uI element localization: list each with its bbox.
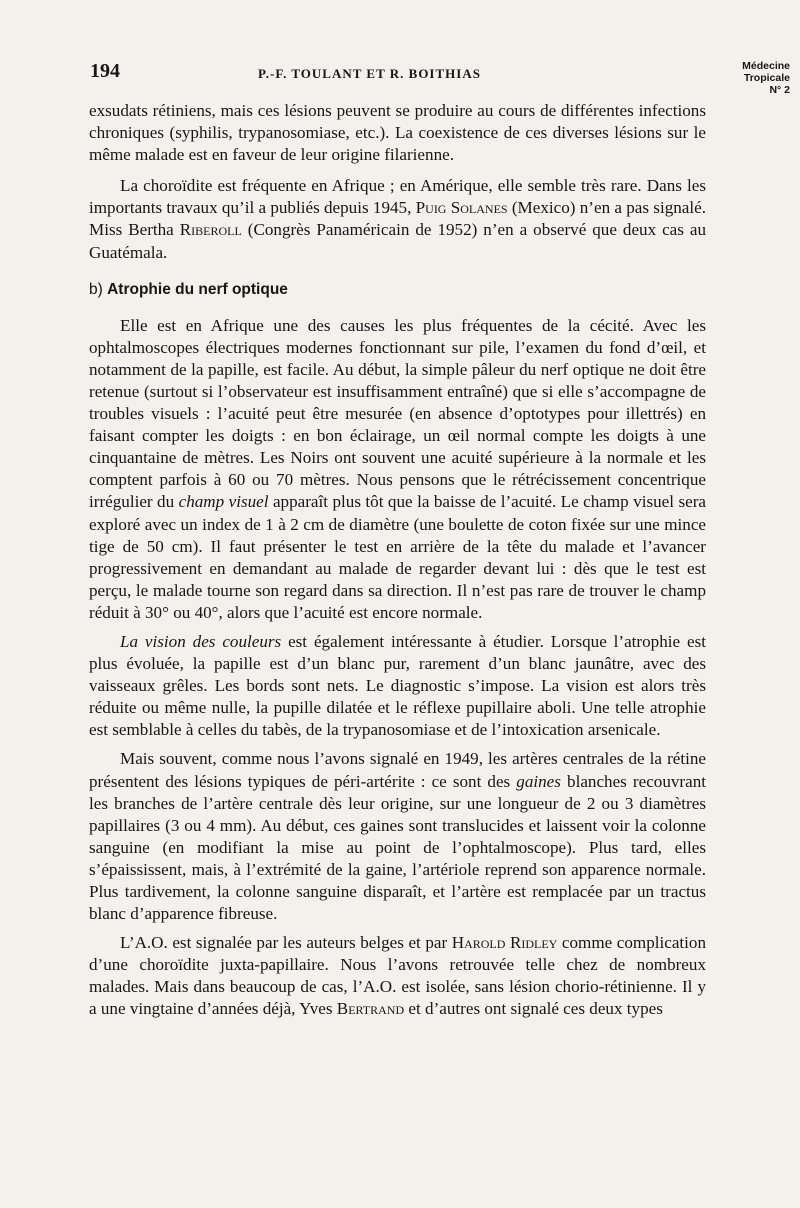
text-run: est également intéressante à étudier. Lorsque l’atrophie est plus évoluée, la papille est d’un blanc pur, rarement d’un blanc jaunâtre, avec des vaisseaux grêles. Les bords sont nets. Le diagnostic s’impose. La vision est alors très réduite ou même nulle, la pupille dilatée et le réflexe pupillaire aboli. Une telle atrophie est semblable à celles du tabès, de la trypanosomiase et de l’intoxication arsenicale.	[89, 631, 706, 740]
paragraph: exsudats rétiniens, mais ces lésions peuvent se produire au cours de différentes infections chroniques (syphilis, trypanosomiase, etc.). La coexistence de ces diverses lésions sur le même malade est en faveur de leur origine filarienne.	[89, 101, 706, 165]
section-title: Atrophie du nerf optique	[107, 280, 288, 298]
text-run: L’A.O. est signalée par les auteurs belges et par	[120, 933, 452, 953]
emphasis: La vision des couleurs	[120, 631, 282, 651]
journal-tag-line: Tropicale	[743, 72, 790, 84]
section-label: b)	[89, 280, 108, 298]
paragraph	[89, 175, 706, 263]
text-run: Elle est en Afrique une des causes les plus fréquentes de la cécité. Avec les ophtalmoscopes électriques modernes fonctionnant sur pile, l’examen du fond d’œil, et notamment de la papille, est facile. Au début, la simple pâleur du nerf optique ne doit être retenue (surtout si l’observateur est insuffisamment entraîné) que si elle s’accompagne de troubles visuels : l’acuité peut être mesurée (en absence d’optotypes pour illettrés) en faisant compter les doigts : en bon éclairage, un œil normal compte les doigts à une cinquantaine de mètres. Les Noirs ont souvent une acuité supérieure à la normale et les comptent parfois à 60 ou 70 mètres. Nous pensons que le rétrécissement concentrique irrégulier du	[89, 315, 706, 512]
text-run: blanches recouvrant les branches de l’artère centrale dès leur origine, sur une longueur de 2 ou 3 diamètres papillaires (3 ou 4 mm). Au début, ces gaines sont translucides et laissent voir la colonne sanguine (en modifiant la mise au point de l’ophtalmoscope). Plus tard, elles s’épaississent, mais, à l’extrémité de la gaine, l’artériole reprend son apparence normale. Plus tardivement, la colonne sanguine disparaît, et l’artère est remplacée par un tractus blanc d’apparence fibreuse.	[89, 771, 706, 924]
section-heading	[89, 280, 706, 300]
text-run: et d’autres ont signalé ces deux types	[404, 999, 663, 1019]
emphasis: gaines	[516, 771, 561, 791]
author-name: Bertrand	[336, 999, 405, 1019]
text-run: comme complication d’une choroïdite juxta-papillaire. Nous l’avons retrouvée telle chez de nombreux malades. Mais dans beaucoup de cas, l’A.O. est isolée, sans lésion chorio-rétinienne. Il y a une vingtaine d’années déjà, Yves	[89, 933, 707, 1019]
article-body	[89, 100, 706, 1021]
paragraph	[89, 932, 706, 1020]
page-number: 194	[90, 60, 120, 82]
journal-tag	[742, 60, 790, 96]
journal-tag-line: Médecine	[742, 60, 790, 72]
author-name: Riberoll	[179, 220, 242, 240]
author-name: Harold Ridley	[451, 933, 558, 953]
paragraph	[89, 748, 706, 925]
text-run: (Congrès Panaméricain de 1952) n’en a observé que deux cas au Guatémala.	[89, 220, 706, 262]
text-run: Mais souvent, comme nous l’avons signalé en 1949, les artères centrales de la rétine présentent des lésions typiques de péri-artérite : ce sont des	[89, 749, 706, 791]
author-name: Puig Solanes	[415, 198, 508, 218]
paragraph	[89, 315, 706, 624]
paragraph	[89, 631, 706, 741]
text-run: La choroïdite est fréquente en Afrique ; en Amérique, elle semble très rare. Dans les importants travaux qu’il a publiés depuis 1945,	[89, 176, 706, 218]
journal-tag-line: N° 2	[769, 84, 790, 96]
running-head: P.-F. TOULANT ET R. BOITHIAS	[258, 66, 481, 81]
text-run: (Mexico) n’en a pas signalé. Miss Bertha	[89, 198, 706, 240]
emphasis: champ visuel	[178, 492, 269, 512]
text-run: apparaît plus tôt que la baisse de l’acuité. Le champ visuel sera exploré avec un index de 1 à 2 cm de diamètre (une boulette de coton fixée sur une mince tige de 50 cm). Il faut présenter le test en arrière de la tête du malade et l’avancer progressivement en demandant au malade de regarder devant lui : dès que le test est perçu, le malade tourne son regard dans sa direction. Il n’est pas rare de trouver le champ réduit à 30° ou 40°, alors que l’acuité est encore normale.	[89, 492, 706, 622]
